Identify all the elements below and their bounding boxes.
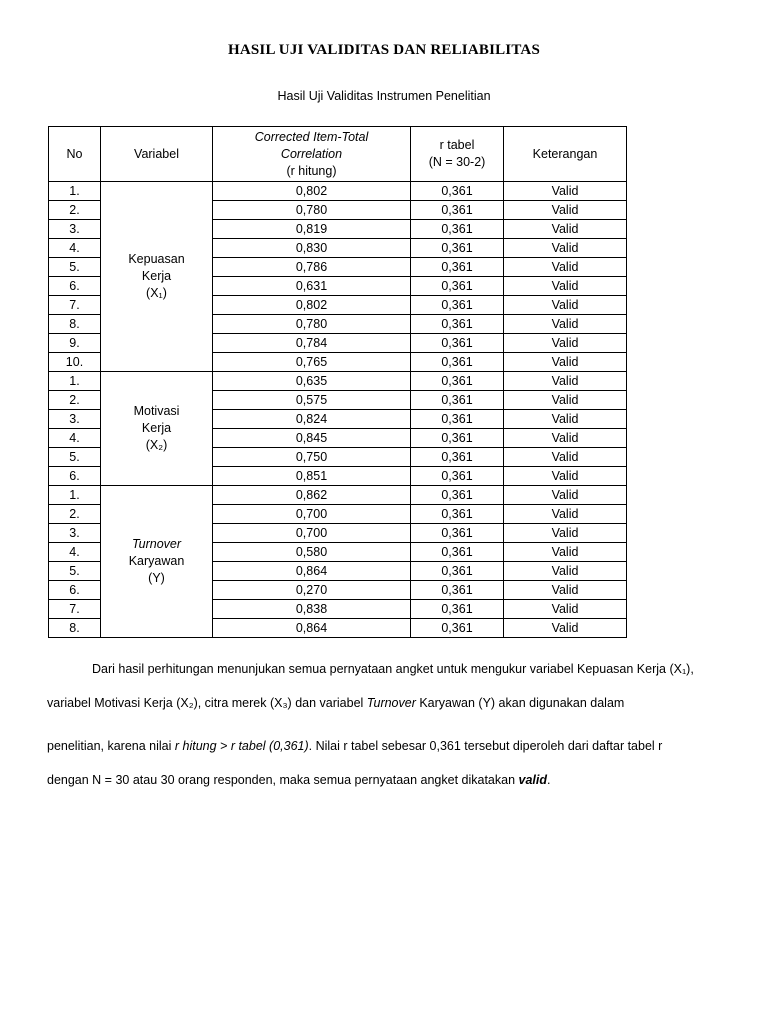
header-corr-line2: Correlation — [280, 146, 343, 161]
cell-r-hitung: 0,786 — [213, 258, 411, 277]
paragraph-line-3-c: . Nilai r tabel sebesar 0,361 tersebut diperoleh dari daftar tabel r — [308, 739, 663, 753]
header-rtabel-line1: r tabel — [439, 138, 475, 152]
paragraph-line-2-c: Karyawan (Y) akan digunakan dalam — [415, 696, 625, 710]
cell-r-hitung: 0,700 — [213, 524, 411, 543]
variabel-line: Karyawan — [128, 554, 185, 568]
header-r-tabel — [411, 127, 504, 182]
cell-keterangan: Valid — [504, 600, 627, 619]
cell-r-tabel: 0,361 — [411, 600, 504, 619]
cell-r-tabel: 0,361 — [411, 619, 504, 638]
cell-r-tabel: 0,361 — [411, 467, 504, 486]
cell-no: 7. — [49, 296, 101, 315]
cell-keterangan: Valid — [504, 220, 627, 239]
cell-no: 9. — [49, 334, 101, 353]
cell-no: 5. — [49, 448, 101, 467]
cell-no: 4. — [49, 429, 101, 448]
variabel-line: Kerja — [141, 269, 172, 283]
cell-keterangan: Valid — [504, 543, 627, 562]
table-row — [49, 486, 627, 505]
table-header — [49, 127, 627, 182]
cell-r-tabel: 0,361 — [411, 258, 504, 277]
cell-keterangan: Valid — [504, 448, 627, 467]
cell-r-hitung: 0,750 — [213, 448, 411, 467]
cell-keterangan: Valid — [504, 201, 627, 220]
table-title: Hasil Uji Validitas Instrumen Penelitian — [277, 89, 491, 103]
cell-variabel — [101, 182, 213, 372]
cell-keterangan: Valid — [504, 467, 627, 486]
cell-r-tabel: 0,361 — [411, 524, 504, 543]
paragraph-line-2-b: Turnover — [366, 696, 416, 710]
paragraph-line-4-c: . — [547, 773, 551, 787]
cell-r-hitung: 0,864 — [213, 562, 411, 581]
cell-keterangan: Valid — [504, 524, 627, 543]
cell-no: 6. — [49, 581, 101, 600]
header-corr-line3: (r hitung) — [286, 163, 337, 178]
paragraph-line-1-text: Dari hasil perhitungan menunjukan semua pernyataan angket untuk mengukur variabel Kepuasan Kerja (X₁), — [92, 662, 694, 676]
cell-keterangan: Valid — [504, 296, 627, 315]
cell-r-hitung: 0,580 — [213, 543, 411, 562]
cell-keterangan: Valid — [504, 391, 627, 410]
paragraph-line-1 — [47, 662, 727, 676]
header-corrected-item-total — [213, 127, 411, 182]
cell-r-hitung: 0,824 — [213, 410, 411, 429]
variabel-line: (X₁) — [146, 286, 167, 300]
header-keterangan: Keterangan — [504, 127, 627, 182]
cell-keterangan: Valid — [504, 372, 627, 391]
cell-no: 4. — [49, 543, 101, 562]
variabel-line: (Y) — [148, 571, 165, 585]
cell-no: 3. — [49, 220, 101, 239]
cell-r-tabel: 0,361 — [411, 201, 504, 220]
cell-keterangan: Valid — [504, 562, 627, 581]
cell-no: 2. — [49, 391, 101, 410]
cell-r-tabel: 0,361 — [411, 220, 504, 239]
cell-r-hitung: 0,270 — [213, 581, 411, 600]
cell-variabel — [101, 372, 213, 486]
table-body — [49, 182, 627, 638]
paragraph-line-2-a: variabel Motivasi Kerja (X₂), citra merek (X₃) dan variabel — [47, 696, 367, 710]
cell-r-hitung: 0,851 — [213, 467, 411, 486]
cell-no: 3. — [49, 410, 101, 429]
cell-no: 5. — [49, 562, 101, 581]
cell-r-hitung: 0,765 — [213, 353, 411, 372]
variabel-line: Kerja — [141, 421, 172, 435]
cell-keterangan: Valid — [504, 239, 627, 258]
validity-table — [48, 126, 627, 638]
cell-no: 4. — [49, 239, 101, 258]
cell-r-hitung: 0,864 — [213, 619, 411, 638]
cell-no: 7. — [49, 600, 101, 619]
cell-r-hitung: 0,575 — [213, 391, 411, 410]
cell-r-tabel: 0,361 — [411, 505, 504, 524]
cell-no: 1. — [49, 372, 101, 391]
cell-r-tabel: 0,361 — [411, 562, 504, 581]
cell-r-tabel: 0,361 — [411, 581, 504, 600]
cell-no: 1. — [49, 182, 101, 201]
cell-variabel — [101, 486, 213, 638]
cell-r-hitung: 0,802 — [213, 296, 411, 315]
cell-r-hitung: 0,631 — [213, 277, 411, 296]
cell-no: 3. — [49, 524, 101, 543]
cell-no: 8. — [49, 315, 101, 334]
cell-r-hitung: 0,784 — [213, 334, 411, 353]
cell-no: 6. — [49, 277, 101, 296]
cell-keterangan: Valid — [504, 258, 627, 277]
cell-keterangan: Valid — [504, 277, 627, 296]
paragraph-line-4-b: valid — [518, 773, 548, 787]
variabel-line: Kepuasan — [128, 252, 185, 266]
cell-keterangan: Valid — [504, 353, 627, 372]
cell-keterangan: Valid — [504, 315, 627, 334]
cell-r-tabel: 0,361 — [411, 296, 504, 315]
cell-r-hitung: 0,862 — [213, 486, 411, 505]
cell-r-hitung: 0,802 — [213, 182, 411, 201]
paragraph-line-2 — [47, 696, 727, 710]
cell-no: 10. — [49, 353, 101, 372]
variabel-line: Motivasi — [133, 404, 180, 418]
cell-r-tabel: 0,361 — [411, 543, 504, 562]
cell-r-tabel: 0,361 — [411, 410, 504, 429]
cell-keterangan: Valid — [504, 486, 627, 505]
cell-r-tabel: 0,361 — [411, 429, 504, 448]
cell-r-tabel: 0,361 — [411, 486, 504, 505]
cell-r-tabel: 0,361 — [411, 391, 504, 410]
variabel-line: (X₂) — [145, 438, 168, 452]
cell-no: 2. — [49, 505, 101, 524]
paragraph-line-3-a: penelitian, karena nilai — [47, 739, 175, 753]
cell-no: 5. — [49, 258, 101, 277]
cell-no: 6. — [49, 467, 101, 486]
cell-r-hitung: 0,635 — [213, 372, 411, 391]
cell-r-tabel: 0,361 — [411, 353, 504, 372]
document-title: HASIL UJI VALIDITAS DAN RELIABILITAS — [227, 42, 541, 58]
cell-r-hitung: 0,780 — [213, 201, 411, 220]
paragraph-line-4 — [47, 773, 727, 787]
cell-r-hitung: 0,700 — [213, 505, 411, 524]
header-variabel: Variabel — [101, 127, 213, 182]
variabel-line: Turnover — [131, 537, 182, 551]
cell-r-hitung: 0,845 — [213, 429, 411, 448]
cell-r-hitung: 0,780 — [213, 315, 411, 334]
cell-r-tabel: 0,361 — [411, 448, 504, 467]
paragraph-line-4-a: dengan N = 30 atau 30 orang responden, maka semua pernyataan angket dikatakan — [47, 773, 519, 787]
cell-keterangan: Valid — [504, 410, 627, 429]
cell-r-tabel: 0,361 — [411, 372, 504, 391]
cell-keterangan: Valid — [504, 581, 627, 600]
cell-r-hitung: 0,830 — [213, 239, 411, 258]
cell-keterangan: Valid — [504, 182, 627, 201]
cell-r-hitung: 0,819 — [213, 220, 411, 239]
cell-r-tabel: 0,361 — [411, 334, 504, 353]
header-rtabel-line2: (N = 30-2) — [428, 155, 486, 169]
paragraph-line-3 — [47, 739, 727, 753]
header-no: No — [49, 127, 101, 182]
cell-keterangan: Valid — [504, 334, 627, 353]
cell-no: 8. — [49, 619, 101, 638]
cell-r-tabel: 0,361 — [411, 239, 504, 258]
cell-keterangan: Valid — [504, 619, 627, 638]
header-corr-line1: Corrected Item-Total — [254, 129, 369, 144]
cell-r-tabel: 0,361 — [411, 277, 504, 296]
cell-r-tabel: 0,361 — [411, 182, 504, 201]
cell-keterangan: Valid — [504, 505, 627, 524]
cell-no: 2. — [49, 201, 101, 220]
paragraph-line-3-b: r hitung > r tabel (0,361) — [174, 739, 309, 753]
cell-r-tabel: 0,361 — [411, 315, 504, 334]
cell-no: 1. — [49, 486, 101, 505]
table-row — [49, 182, 627, 201]
cell-keterangan: Valid — [504, 429, 627, 448]
cell-r-hitung: 0,838 — [213, 600, 411, 619]
table-row — [49, 372, 627, 391]
